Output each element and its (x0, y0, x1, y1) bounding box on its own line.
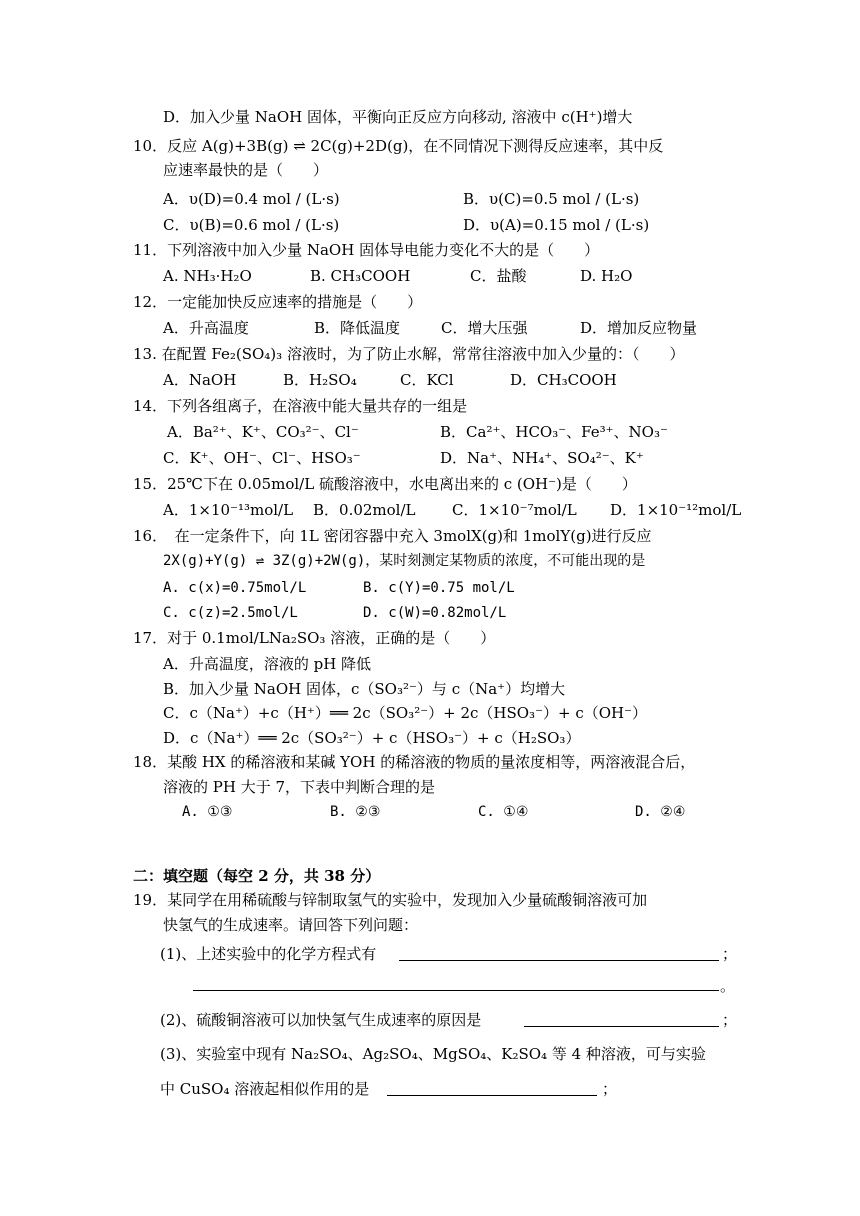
q13-option-a: A．NaOH (163, 371, 237, 389)
q14-option-c: C．K⁺、OH⁻、Cl⁻、HSO₃⁻ (163, 449, 361, 467)
q10-stem-line1: 10．反应 A(g)+3B(g) ⇌ 2C(g)+2D(g)，在不同情况下测得反应速率，其中反 (133, 137, 664, 155)
q16-option-d: D. c(W)=0.82mol/L (363, 605, 507, 621)
q10-stem-line2: 应速率最快的是（ ） (163, 161, 329, 179)
q12-option-d: D．增加反应物量 (580, 319, 698, 337)
q19-stem-line2: 快氢气的生成速率。请回答下列问题： (163, 916, 419, 934)
q17-stem: 17．对于 0.1mol/LNa₂SO₃ 溶液，正确的是（ ） (133, 629, 496, 647)
q18-option-c: C. ①④ (478, 804, 529, 820)
q18-option-d: D. ②④ (635, 804, 686, 820)
q15-option-c: C．1×10⁻⁷mol/L (452, 501, 577, 519)
q19-part2-label: (2)、硫酸铜溶液可以加快氢气生成速率的原因是 (160, 1011, 482, 1029)
q17-option-c: C．c（Na⁺）+c（H⁺）══ 2c（SO₃²⁻）+ 2c（HSO₃⁻）+ c（OH⁻） (163, 704, 648, 722)
q19-part1-period: 。 (720, 977, 736, 995)
q17-option-a: A．升高温度，溶液的 pH 降低 (163, 655, 372, 673)
q16-option-b: B. c(Y)=0.75 mol/L (363, 580, 515, 596)
q10-option-d: D．υ(A)=0.15 mol / (L·s) (463, 216, 650, 234)
q10-option-c: C．υ(B)=0.6 mol / (L·s) (163, 216, 340, 234)
q15-option-b: B．0.02mol/L (313, 501, 416, 519)
q18-stem-line2: 溶液的 PH 大于 7，下表中判断合理的是 (163, 778, 436, 796)
q16-option-c: C. c(z)=2.5mol/L (163, 605, 298, 621)
q19-part1-blank-2[interactable] (193, 990, 719, 991)
q13-option-b: B．H₂SO₄ (283, 371, 357, 389)
q9-option-d: D．加入少量 NaOH 固体，平衡向正反应方向移动, 溶液中 c(H⁺)增大 (163, 108, 633, 126)
q10-option-b: B．υ(C)=0.5 mol / (L·s) (463, 190, 640, 208)
q11-option-a: A. NH₃·H₂O (163, 267, 252, 285)
q18-stem-line1: 18．某酸 HX 的稀溶液和某碱 YOH 的稀溶液的物质的量浓度相等，两溶液混合后， (133, 753, 696, 771)
q15-stem: 15．25℃下在 0.05mol/L 硫酸溶液中，水电离出来的 c (OH⁻)是（ ） (133, 475, 637, 493)
q19-part2-blank[interactable] (524, 1026, 719, 1027)
q15-option-d: D．1×10⁻¹²mol/L (610, 501, 742, 519)
q17-option-d: D．c（Na⁺）══ 2c（SO₃²⁻）+ c（HSO₃⁻）+ c（H₂SO₃） (163, 729, 581, 747)
q19-stem-line1: 19．某同学在用稀硫酸与锌制取氢气的实验中，发现加入少量硫酸铜溶液可加 (133, 891, 648, 909)
q19-part3-semicolon: ； (602, 1080, 618, 1098)
q16-stem-line1: 16． 在一定条件下，向 1L 密闭容器中充入 3molX(g)和 1molY(g)进行反应 (133, 527, 652, 545)
q17-option-b: B．加入少量 NaOH 固体，c（SO₃²⁻）与 c（Na⁺）均增大 (163, 680, 566, 698)
q12-option-a: A．升高温度 (163, 319, 249, 337)
q11-option-c: C．盐酸 (470, 267, 527, 285)
q19-part2-semicolon: ； (722, 1011, 738, 1029)
q14-option-b: B．Ca²⁺、HCO₃⁻、Fe³⁺、NO₃⁻ (440, 423, 668, 441)
q16-option-a: A. c(x)=0.75mol/L (163, 580, 307, 596)
q12-option-c: C．增大压强 (441, 319, 528, 337)
q12-stem: 12．一定能加快反应速率的措施是（ ） (133, 293, 423, 311)
q19-part1-label: (1)、上述实验中的化学方程式有 (160, 945, 377, 963)
q13-option-d: D．CH₃COOH (510, 371, 617, 389)
q14-option-d: D．Na⁺、NH₄⁺、SO₄²⁻、K⁺ (440, 449, 644, 467)
q19-part1-blank-1[interactable] (399, 960, 719, 961)
q15-option-a: A．1×10⁻¹³mol/L (163, 501, 294, 519)
q11-option-d: D. H₂O (580, 267, 633, 285)
q19-part3-blank[interactable] (387, 1095, 597, 1096)
q11-stem: 11．下列溶液中加入少量 NaOH 固体导电能力变化不大的是（ ） (133, 241, 600, 259)
q12-option-b: B．降低温度 (314, 319, 401, 337)
q19-part3-line1: (3)、实验室中现有 Na₂SO₄、Ag₂SO₄、MgSO₄、K₂SO₄ 等 4 种溶液，可与实验 (160, 1045, 706, 1063)
section-2-heading: 二：填空题（每空 2 分，共 38 分） (133, 867, 381, 885)
q18-option-b: B. ②③ (330, 804, 381, 820)
q19-part3-line2: 中 CuSO₄ 溶液起相似作用的是 (160, 1080, 370, 1098)
q11-option-b: B. CH₃COOH (310, 267, 411, 285)
q18-option-a: A. ①③ (182, 804, 233, 820)
q19-part1-semicolon: ； (722, 945, 738, 963)
q13-stem: 13. 在配置 Fe₂(SO₄)₃ 溶液时，为了防止水解，常常往溶液中加入少量的：（ ） (133, 345, 685, 363)
q14-option-a: A．Ba²⁺、K⁺、CO₃²⁻、Cl⁻ (167, 423, 359, 441)
q14-stem: 14．下列各组离子，在溶液中能大量共存的一组是 (133, 397, 468, 415)
q16-stem-line2: 2X(g)+Y(g) ⇌ 3Z(g)+2W(g)，某时刻测定某物质的浓度，不可能出现的是 (163, 553, 646, 569)
q10-option-a: A．υ(D)=0.4 mol / (L·s) (163, 190, 340, 208)
q13-option-c: C．KCl (400, 371, 454, 389)
